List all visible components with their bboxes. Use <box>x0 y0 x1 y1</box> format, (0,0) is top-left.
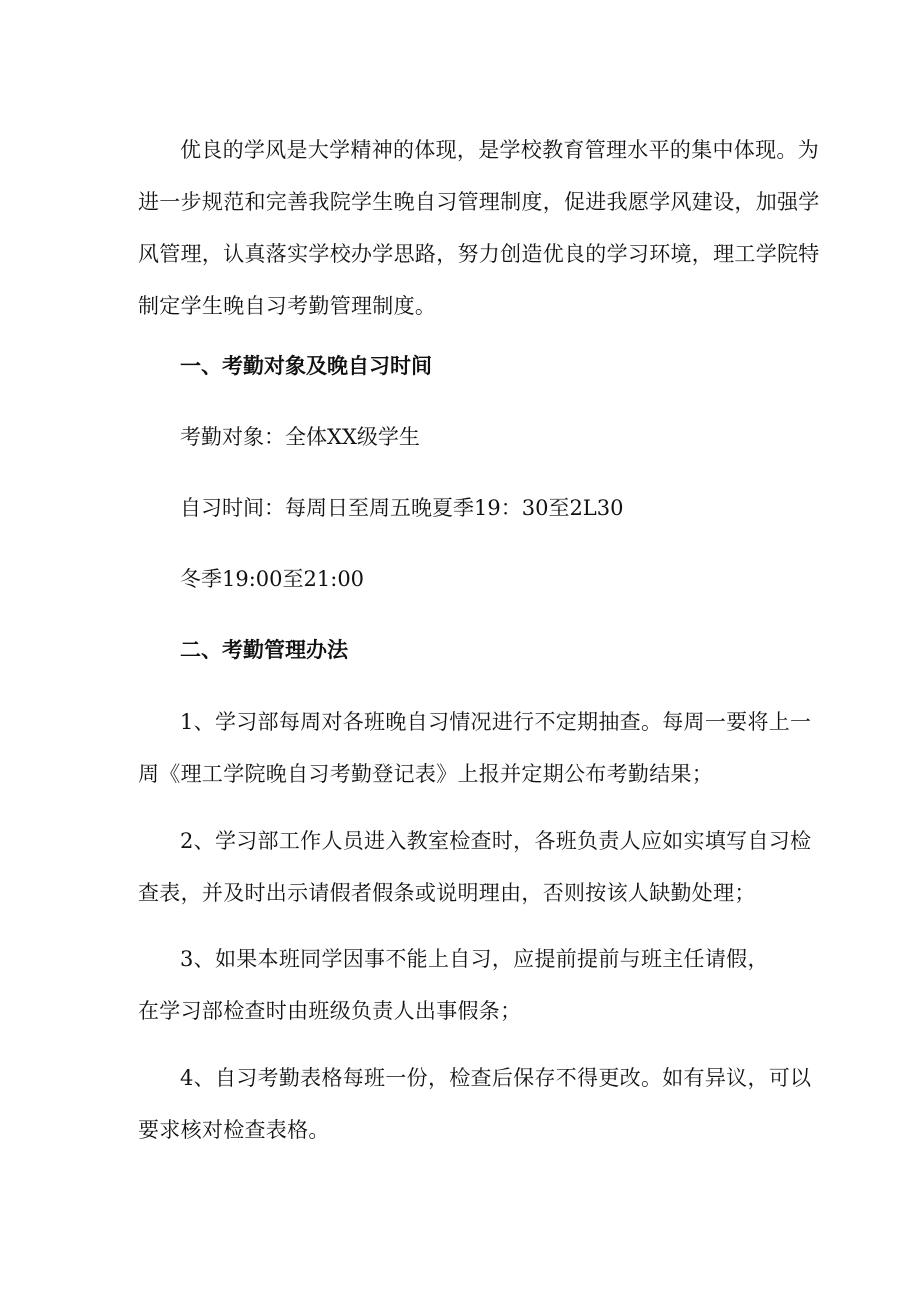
rule-item-2 <box>138 815 812 919</box>
attendance-target: 考勤对象：全体XX级学生 <box>180 425 420 449</box>
rule-line: 3、如果本班同学因事不能上自习，应提前提前与班主任请假， <box>180 947 769 971</box>
section-heading-1: 一、考勤对象及晚自习时间 <box>180 354 432 378</box>
rule-line: 周《理工学院晚自习考勤登记表》上报并定期公布考勤结果； <box>138 762 714 786</box>
rule-line: 4、自习考勤表格每班一份，检查后保存不得更改。如有异议，可以 <box>180 1066 812 1090</box>
rule-line: 查表，并及时出示请假者假条或说明理由，否则按该人缺勤处理； <box>138 881 756 905</box>
rule-item-1 <box>138 696 812 800</box>
winter-time: 冬季19:00至21:00 <box>180 567 365 591</box>
rule-item-4 <box>138 1052 812 1156</box>
rule-line: 2、学习部工作人员进入教室检查时，各班负责人应如实填写自习检 <box>180 829 812 853</box>
intro-line: 进一步规范和完善我院学生晚自习管理制度，促进我愿学风建设，加强学 <box>138 190 820 214</box>
intro-line: 风管理，认真落实学校办学思路，努力创造优良的学习环境，理工学院特 <box>138 242 820 266</box>
rule-line: 在学习部检查时由班级负责人出事假条； <box>138 999 522 1023</box>
study-time: 自习时间：每周日至周五晚夏季19：30至2L30 <box>180 496 624 520</box>
intro-line: 制定学生晚自习考勤管理制度。 <box>138 294 437 318</box>
section-heading-2: 二、考勤管理办法 <box>180 638 348 662</box>
intro-paragraph <box>138 124 820 332</box>
rule-line: 1、学习部每周对各班晚自习情况进行不定期抽查。每周一要将上一 <box>180 710 812 734</box>
intro-line: 优良的学风是大学精神的体现，是学校教育管理水平的集中体现。为 <box>180 138 819 162</box>
rule-item-3 <box>138 933 784 1037</box>
rule-line: 要求核对检查表格。 <box>138 1118 330 1142</box>
